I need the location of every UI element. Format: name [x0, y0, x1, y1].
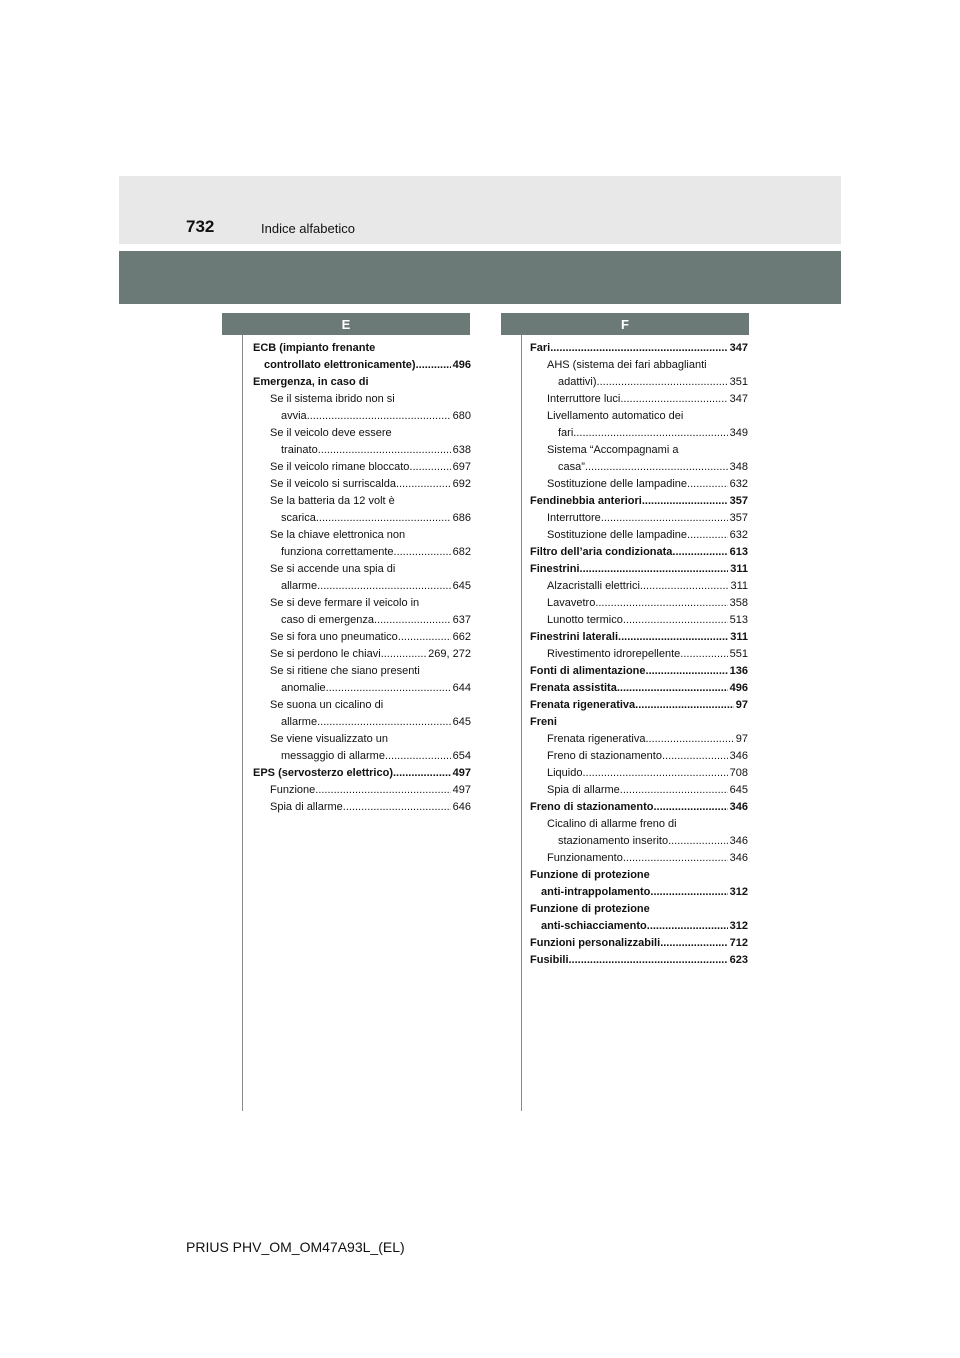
entry-line: [547, 612, 748, 629]
entry-term: Alzacristalli elettrici: [547, 580, 640, 592]
letter-heading-e: E: [222, 313, 470, 335]
dot-leader: [315, 782, 450, 799]
dot-leader: [585, 459, 728, 476]
entry-term: Freni: [530, 716, 557, 728]
index-entry: [530, 680, 748, 697]
index-subentry: [530, 850, 748, 867]
entry-term: Funzioni personalizzabili: [530, 937, 661, 949]
page-reference: 712: [729, 937, 748, 949]
dot-leader: [393, 765, 451, 782]
index-subentry: [530, 612, 748, 629]
entry-line: [270, 646, 471, 663]
entry-line: [270, 612, 471, 629]
entry-line: [270, 748, 471, 765]
entry-text-line: Se si accende una spia di: [270, 563, 396, 575]
entry-term: EPS (servosterzo elettrico): [253, 767, 393, 779]
index-entry: [253, 374, 471, 391]
dot-leader: [680, 646, 727, 663]
entry-text-line: ECB (impianto frenante: [253, 342, 376, 354]
entry-line: [547, 833, 748, 850]
dot-leader: [317, 714, 451, 731]
entry-line: [530, 340, 748, 357]
header-band: [119, 176, 841, 244]
dot-leader: [317, 578, 451, 595]
entry-term: Se si perdono le chiavi: [270, 648, 381, 660]
entry-line: [270, 629, 471, 646]
page-reference: 646: [452, 801, 471, 813]
index-subentry: [530, 646, 748, 663]
page-reference: 347: [729, 342, 748, 354]
page-reference: 637: [452, 614, 471, 626]
dot-leader: [385, 748, 451, 765]
entry-line: [253, 374, 471, 391]
entry-line: [530, 952, 748, 969]
page-reference: 349: [729, 427, 748, 439]
footer-model-code: PRIUS PHV_OM_OM47A93L_(EL): [186, 1239, 405, 1255]
dot-leader: [381, 646, 426, 663]
entry-term: Emergenza, in caso di: [253, 376, 369, 388]
page-reference: 347: [729, 393, 748, 405]
entry-term: avvia: [281, 410, 307, 422]
page-reference: 692: [452, 478, 471, 490]
index-subentry: [530, 578, 748, 595]
page-reference: 358: [729, 597, 748, 609]
page-reference: 97: [735, 733, 748, 745]
dot-leader: [668, 833, 728, 850]
entry-term: Funzione: [270, 784, 316, 796]
dot-leader: [580, 561, 729, 578]
entry-line: [270, 782, 471, 799]
entry-line: [270, 408, 471, 425]
entry-text-line: Se la batteria da 12 volt è: [270, 495, 395, 507]
index-subentry: [253, 663, 471, 697]
dot-leader: [687, 527, 728, 544]
entry-term: Sostituzione delle lampadine: [547, 529, 688, 541]
entry-term: funziona correttamente: [281, 546, 394, 558]
page-reference: 311: [730, 631, 748, 643]
entry-line: [530, 935, 748, 952]
index-entry: [253, 765, 471, 782]
index-subentry: [253, 476, 471, 493]
dot-leader: [653, 799, 727, 816]
entry-line: [530, 493, 748, 510]
index-subentry: [530, 816, 748, 850]
index-subentry: [530, 748, 748, 765]
page-reference: 497: [452, 784, 471, 796]
entry-term: anti-schiacciamento: [541, 920, 647, 932]
entry-text-line: Se il veicolo deve essere: [270, 427, 392, 439]
dot-leader: [318, 442, 451, 459]
page-reference: 551: [729, 648, 748, 660]
index-subentry: [530, 442, 748, 476]
dot-leader: [647, 918, 728, 935]
dot-leader: [374, 612, 451, 629]
index-subentry: [530, 731, 748, 748]
dot-leader: [672, 544, 727, 561]
entry-line: [530, 918, 748, 935]
index-subentry: [530, 357, 748, 391]
dot-leader: [623, 612, 728, 629]
page-reference: 623: [729, 954, 748, 966]
entry-term: Liquido: [547, 767, 583, 779]
index-entry: [530, 493, 748, 510]
entry-term: Fari: [530, 342, 551, 354]
dot-leader: [642, 493, 728, 510]
entry-line: [547, 476, 748, 493]
index-entry: [530, 714, 748, 731]
entry-text-line: Cicalino di allarme freno di: [547, 818, 677, 830]
page-reference: 697: [452, 461, 471, 473]
dot-leader: [617, 680, 728, 697]
dot-leader: [416, 357, 451, 374]
dot-leader: [343, 799, 451, 816]
entry-term: Lunotto termico: [547, 614, 623, 626]
entry-term: Spia di allarme: [547, 784, 620, 796]
page-reference: 645: [729, 784, 748, 796]
index-subentry: [253, 646, 471, 663]
dot-leader: [687, 476, 728, 493]
dot-leader: [595, 595, 727, 612]
index-entry: [530, 901, 748, 935]
entry-line: [270, 442, 471, 459]
entry-line: [530, 544, 748, 561]
index-entry: [530, 697, 748, 714]
index-subentry: [530, 510, 748, 527]
entry-text-line: Funzione di protezione: [530, 869, 650, 881]
entry-term: Interruttore luci: [547, 393, 621, 405]
dot-leader: [326, 680, 451, 697]
entry-term: caso di emergenza: [281, 614, 374, 626]
entry-term: Fendinebbia anteriori: [530, 495, 642, 507]
index-column-e: [253, 340, 471, 816]
index-subentry: [530, 391, 748, 408]
entry-line: [253, 765, 471, 782]
entry-line: [530, 884, 748, 901]
page-reference: 346: [729, 852, 748, 864]
index-subentry: [253, 391, 471, 425]
entry-line: [270, 544, 471, 561]
page-reference: 346: [729, 835, 748, 847]
index-entry: [530, 561, 748, 578]
dot-leader: [601, 510, 728, 527]
entry-line: [547, 374, 748, 391]
index-subentry: [253, 629, 471, 646]
entry-text-line: Funzione di protezione: [530, 903, 650, 915]
index-subentry: [530, 476, 748, 493]
entry-line: [253, 357, 471, 374]
entry-term: Lavavetro: [547, 597, 596, 609]
dot-leader: [645, 731, 733, 748]
dot-leader: [409, 459, 450, 476]
entry-line: [547, 425, 748, 442]
page-reference: 644: [452, 682, 471, 694]
entry-term: trainato: [281, 444, 318, 456]
page-reference: 136: [729, 665, 748, 677]
dot-leader: [623, 850, 728, 867]
entry-line: [270, 459, 471, 476]
dot-leader: [573, 425, 727, 442]
dot-leader: [620, 391, 727, 408]
page-reference: 686: [452, 512, 471, 524]
entry-text-line: Livellamento automatico dei: [547, 410, 684, 422]
page-reference: 346: [729, 750, 748, 762]
entry-term: messaggio di allarme: [281, 750, 385, 762]
entry-text-line: Se viene visualizzato un: [270, 733, 389, 745]
page-reference: 312: [729, 920, 748, 932]
entry-line: [547, 731, 748, 748]
entry-text-line: Se il sistema ibrido non si: [270, 393, 395, 405]
index-entry: [530, 663, 748, 680]
entry-term: adattivi): [558, 376, 597, 388]
entry-line: [530, 799, 748, 816]
entry-line: [530, 561, 748, 578]
entry-term: Freno di stazionamento: [547, 750, 662, 762]
page-number: 732: [186, 217, 215, 236]
index-entry: [253, 340, 471, 374]
entry-line: [547, 646, 748, 663]
index-subentry: [253, 782, 471, 799]
page-reference: 513: [729, 614, 748, 626]
page-reference: 357: [729, 495, 748, 507]
entry-line: [547, 459, 748, 476]
index-subentry: [253, 799, 471, 816]
dot-leader: [620, 782, 728, 799]
entry-term: scarica: [281, 512, 316, 524]
letter-heading-f: F: [501, 313, 749, 335]
entry-text-line: Se suona un cicalino di: [270, 699, 384, 711]
page-reference: 632: [729, 478, 748, 490]
index-subentry: [530, 782, 748, 799]
index-subentry: [253, 697, 471, 731]
entry-term: anti-intrappolamento: [541, 886, 651, 898]
page-reference: 496: [452, 359, 471, 371]
dot-leader: [640, 578, 729, 595]
page-reference: 312: [729, 886, 748, 898]
entry-term: Freno di stazionamento: [530, 801, 654, 813]
entry-term: Rivestimento idrorepellente: [547, 648, 681, 660]
section-title: Indice alfabetico: [261, 221, 355, 236]
entry-text-line: Se si ritiene che siano presenti: [270, 665, 420, 677]
index-subentry: [253, 527, 471, 561]
entry-text-line: AHS (sistema dei fari abbaglianti: [547, 359, 707, 371]
entry-text-line: Se si deve fermare il veicolo in: [270, 597, 420, 609]
entry-line: [270, 578, 471, 595]
entry-term: fari: [558, 427, 574, 439]
page-reference: 680: [452, 410, 471, 422]
entry-term: allarme: [281, 716, 318, 728]
entry-line: [547, 510, 748, 527]
dot-leader: [316, 510, 451, 527]
entry-line: [270, 714, 471, 731]
column-divider-f: [521, 335, 522, 1111]
page-reference: 708: [729, 767, 748, 779]
entry-line: [270, 680, 471, 697]
entry-term: Interruttore: [547, 512, 601, 524]
index-subentry: [253, 595, 471, 629]
page-reference: 311: [730, 580, 748, 592]
page-reference: 346: [729, 801, 748, 813]
page-reference: 348: [729, 461, 748, 473]
dot-leader: [394, 544, 451, 561]
entry-line: [547, 782, 748, 799]
column-divider-e: [242, 335, 243, 1111]
dot-leader: [582, 765, 727, 782]
index-subentry: [530, 527, 748, 544]
page-reference: 357: [729, 512, 748, 524]
entry-term: Spia di allarme: [270, 801, 343, 813]
index-entry: [530, 629, 748, 646]
page-reference: 311: [730, 563, 748, 575]
index-subentry: [253, 493, 471, 527]
entry-line: [530, 663, 748, 680]
dot-leader: [646, 663, 728, 680]
page-reference: 654: [452, 750, 471, 762]
entry-term: Se si fora uno pneumatico: [270, 631, 398, 643]
index-entry: [530, 935, 748, 952]
page-reference: 97: [735, 699, 748, 711]
dot-leader: [550, 340, 727, 357]
entry-line: [547, 527, 748, 544]
entry-line: [530, 697, 748, 714]
dot-leader: [597, 374, 728, 391]
entry-term: Frenata assistita: [530, 682, 617, 694]
entry-line: [547, 850, 748, 867]
entry-line: [270, 799, 471, 816]
index-subentry: [530, 595, 748, 612]
dot-leader: [618, 629, 728, 646]
header-dark-band: [119, 251, 841, 304]
dot-leader: [662, 748, 728, 765]
page-reference: 351: [729, 376, 748, 388]
index-subentry: [253, 425, 471, 459]
entry-term: casa”: [558, 461, 585, 473]
index-column-f: [530, 340, 748, 969]
page-reference: 645: [452, 580, 471, 592]
entry-term: Fonti di alimentazione: [530, 665, 646, 677]
page-reference: 645: [452, 716, 471, 728]
entry-term: Frenata rigenerativa: [530, 699, 636, 711]
dot-leader: [660, 935, 727, 952]
page-reference: 613: [729, 546, 748, 558]
entry-term: Filtro dell’aria condizionata: [530, 546, 673, 558]
entry-line: [530, 629, 748, 646]
entry-term: allarme: [281, 580, 318, 592]
dot-leader: [635, 697, 734, 714]
index-entry: [530, 952, 748, 969]
page-reference: 662: [452, 631, 471, 643]
entry-text-line: Sistema “Accompagnami a: [547, 444, 679, 456]
entry-term: Frenata rigenerativa: [547, 733, 646, 745]
entry-line: [270, 476, 471, 493]
page-reference: 632: [729, 529, 748, 541]
entry-line: [547, 595, 748, 612]
index-entry: [530, 799, 748, 816]
entry-line: [547, 391, 748, 408]
entry-term: Se il veicolo si surriscalda: [270, 478, 396, 490]
entry-term: Sostituzione delle lampadine: [547, 478, 688, 490]
entry-term: Finestrini laterali: [530, 631, 619, 643]
page-reference: 269, 272: [428, 648, 471, 660]
entry-line: [547, 748, 748, 765]
entry-line: [547, 578, 748, 595]
dot-leader: [650, 884, 727, 901]
page-reference: 497: [452, 767, 471, 779]
entry-line: [547, 765, 748, 782]
entry-line: [530, 680, 748, 697]
dot-leader: [398, 629, 451, 646]
dot-leader: [396, 476, 451, 493]
entry-term: stazionamento inserito: [558, 835, 669, 847]
entry-term: Funzionamento: [547, 852, 623, 864]
entry-term: controllato elettronicamente): [264, 359, 416, 371]
entry-text-line: Se la chiave elettronica non: [270, 529, 406, 541]
index-subentry: [530, 765, 748, 782]
index-subentry: [530, 408, 748, 442]
dot-leader: [569, 952, 728, 969]
index-entry: [530, 544, 748, 561]
index-subentry: [253, 459, 471, 476]
entry-term: Finestrini: [530, 563, 580, 575]
index-subentry: [253, 561, 471, 595]
entry-line: [530, 714, 748, 731]
page-reference: 638: [452, 444, 471, 456]
entry-term: Fusibili: [530, 954, 569, 966]
page-reference: 496: [729, 682, 748, 694]
index-subentry: [253, 731, 471, 765]
entry-term: Se il veicolo rimane bloccato: [270, 461, 410, 473]
page-reference: 682: [452, 546, 471, 558]
dot-leader: [307, 408, 451, 425]
index-entry: [530, 867, 748, 901]
entry-line: [270, 510, 471, 527]
index-entry: [530, 340, 748, 357]
entry-term: anomalie: [281, 682, 326, 694]
